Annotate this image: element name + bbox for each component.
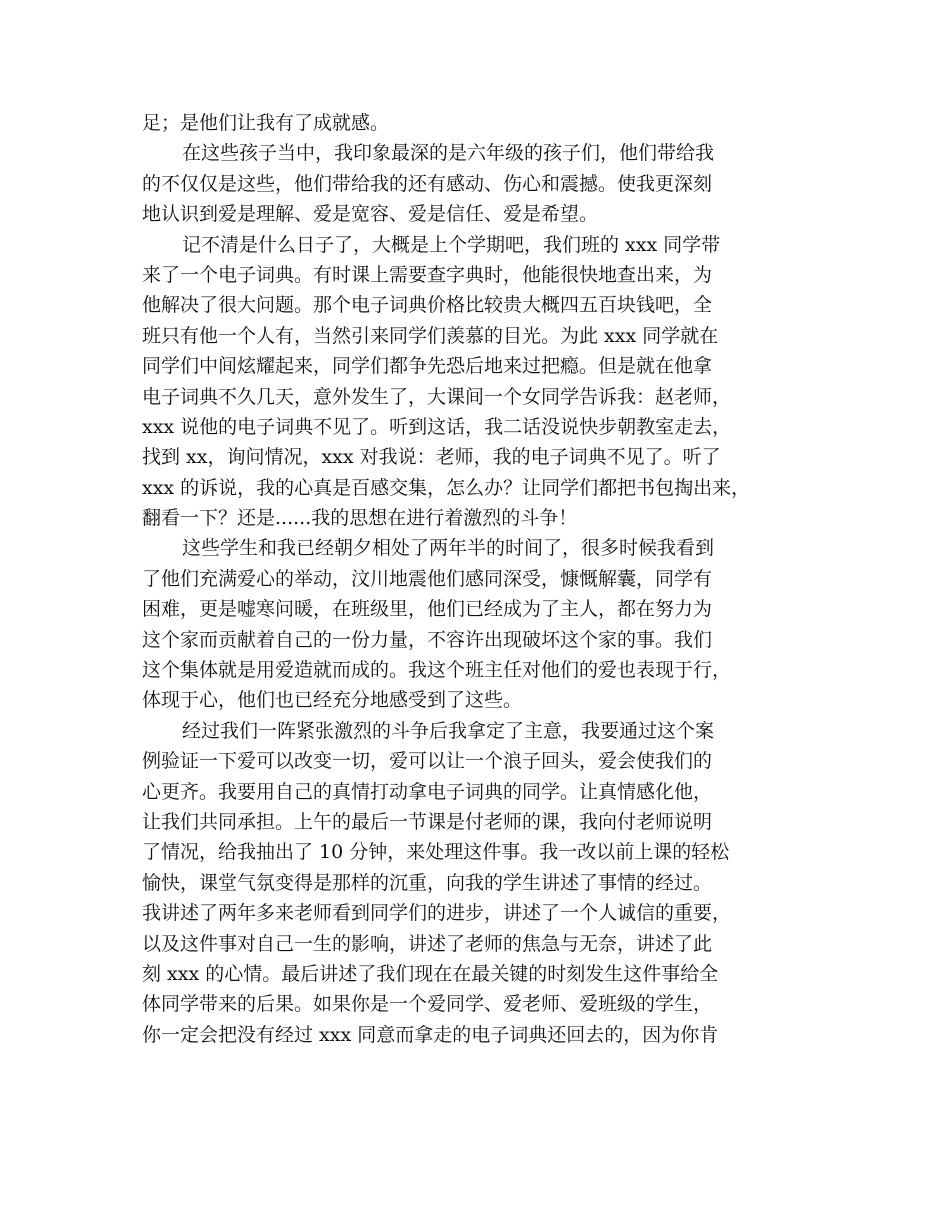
text-line: 这个集体就是用爱造就而成的。我这个班主任对他们的爱也表现于行，	[142, 659, 732, 682]
text-line: 以及这件事对自己一生的影响，讲述了老师的焦急与无奈，讲述了此	[142, 932, 713, 955]
text-line: 电子词典不久几天，意外发生了，大课间一个女同学告诉我：赵老师，	[142, 385, 732, 408]
paragraph-first-line: 记不清是什么日子了，大概是上个学期吧，我们班的 xxx 同学带	[182, 233, 721, 256]
text-line: 你一定会把没有经过 xxx 同意而拿走的电子词典还回去的，因为你肯	[142, 1023, 719, 1046]
text-line: 了情况，给我抽出了 10 分钟，来处理这件事。我一改以前上课的轻松	[142, 841, 730, 864]
text-line: 例验证一下爱可以改变一切，爱可以让一个浪子回头，爱会使我们的	[142, 750, 713, 773]
text-line: 翻看一下？还是......我的思想在进行着激烈的斗争！	[142, 507, 578, 530]
text-line: 我讲述了两年多来老师看到同学们的进步，讲述了一个人诚信的重要，	[142, 902, 732, 925]
paragraph-first-line: 在这些孩子当中，我印象最深的是六年级的孩子们，他们带给我	[182, 142, 715, 165]
text-line: 刻 xxx 的心情。最后讲述了我们现在在最关键的时刻发生这件事给全	[142, 962, 719, 985]
text-line: 找到 xx，询问情况，xxx 对我说：老师，我的电子词典不见了。听了	[142, 446, 721, 469]
paragraph-first-line: 经过我们一阵紧张激烈的斗争后我拿定了主意，我要通过这个案	[182, 719, 715, 742]
text-line: 体同学带来的后果。如果你是一个爱同学、爱老师、爱班级的学生，	[142, 993, 713, 1016]
text-line: 他解决了很大问题。那个电子词典价格比较贵大概四五百块钱吧，全	[142, 294, 713, 317]
body-text	[142, 108, 842, 1050]
text-line: xxx 的诉说，我的心真是百感交集，怎么办？让同学们都把书包掏出来，	[142, 476, 751, 499]
text-line: 了他们充满爱心的举动，汶川地震他们感同深受，慷慨解囊，同学有	[142, 567, 713, 590]
text-line: 这个家而贡献着自己的一份力量，不容许出现破坏这个家的事。我们	[142, 628, 713, 651]
text-line: 困难，更是嘘寒问暖，在班级里，他们已经成为了主人，都在努力为	[142, 598, 713, 621]
text-line: 同学们中间炫耀起来，同学们都争先恐后地来过把瘾。但是就在他拿	[142, 355, 713, 378]
text-line: 体现于心，他们也已经充分地感受到了这些。	[142, 689, 523, 712]
text-line: 班只有他一个人有，当然引来同学们羡慕的目光。为此 xxx 同学就在	[142, 324, 719, 347]
text-line: 让我们共同承担。上午的最后一节课是付老师的课，我向付老师说明	[142, 810, 713, 833]
text-line: 的不仅仅是这些，他们带给我的还有感动、伤心和震撼。使我更深刻	[142, 172, 713, 195]
text-line: 心更齐。我要用自己的真情打动拿电子词典的同学。让真情感化他，	[142, 780, 713, 803]
text-line: 愉快，课堂气氛变得是那样的沉重，向我的学生讲述了事情的经过。	[142, 871, 713, 894]
paragraph-first-line: 这些学生和我已经朝夕相处了两年半的时间了，很多时候我看到	[182, 537, 715, 560]
text-line: 地认识到爱是理解、爱是宽容、爱是信任、爱是希望。	[142, 203, 599, 226]
text-line: xxx 说他的电子词典不见了。听到这话，我二话没说快步朝教室走去，	[142, 415, 732, 438]
text-line: 足；是他们让我有了成就感。	[142, 112, 390, 134]
text-line: 来了一个电子词典。有时课上需要查字典时，他能很快地查出来，为	[142, 263, 713, 286]
